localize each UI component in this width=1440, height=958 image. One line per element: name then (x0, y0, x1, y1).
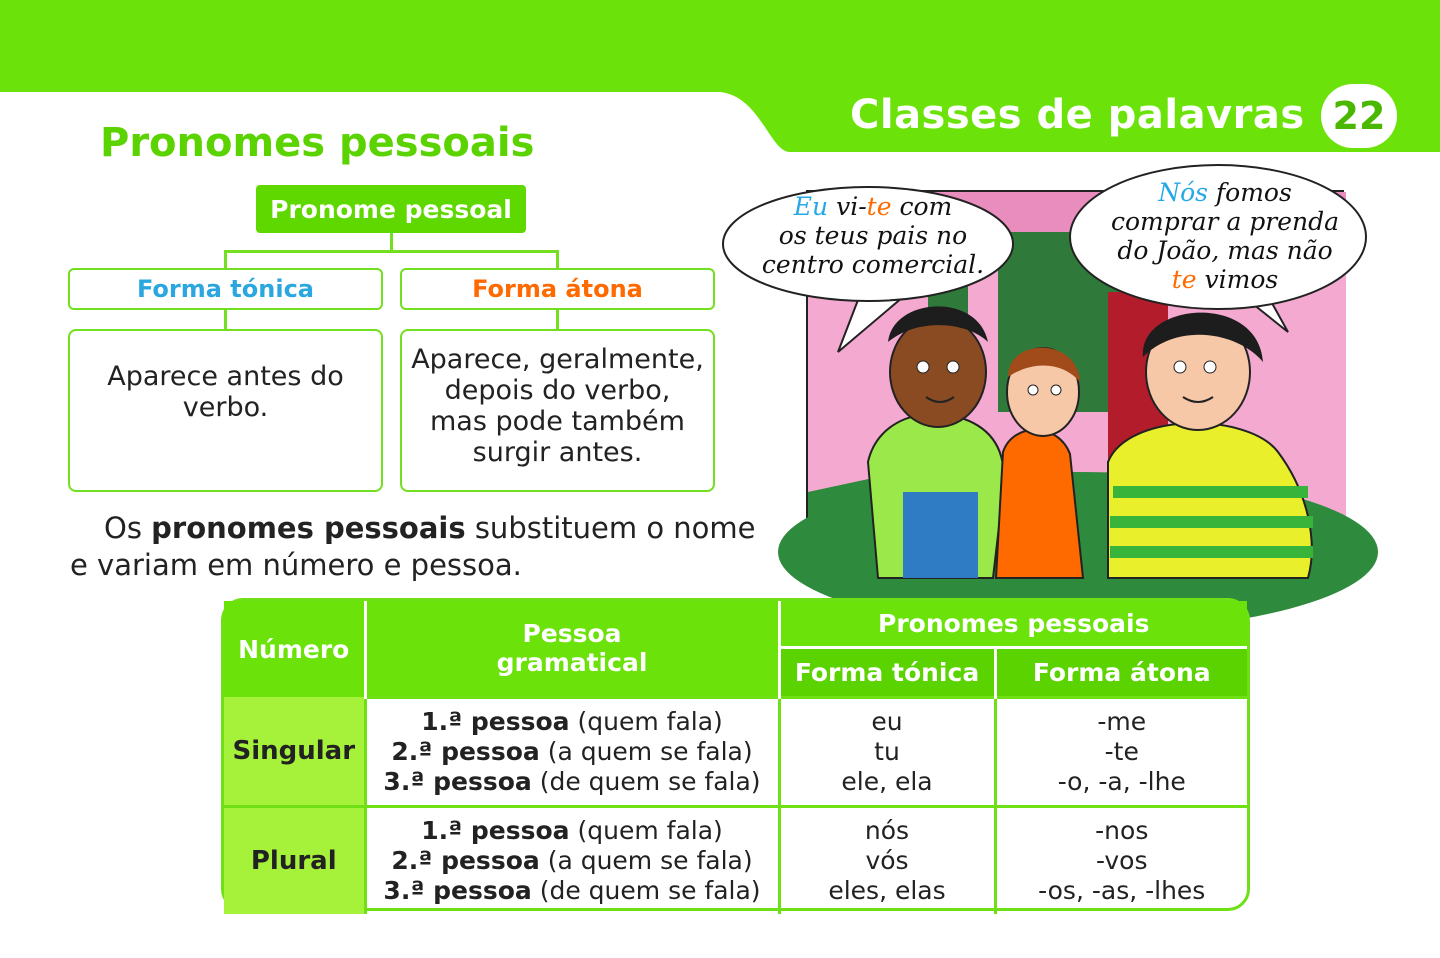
diagram-connector (390, 233, 393, 251)
header-forma-tonica: Forma tónica (779, 647, 995, 697)
intro-bold-term: pronomes pessoais (151, 511, 466, 545)
table-row (224, 697, 1247, 806)
header-numero: Número (224, 601, 365, 697)
diagram-connector (224, 250, 559, 253)
diagram-connector (224, 310, 227, 330)
comic-panel (761, 178, 1344, 576)
chapter-title: Classes de palavras (850, 92, 1305, 138)
diagram-connector (224, 250, 227, 270)
row-numero: Singular (224, 697, 365, 806)
row-pessoas: 1.ª pessoa (quem fala) 2.ª pessoa (a quem se fala) 3.ª pessoa (de quem se fala) (365, 806, 779, 914)
diagram-connector (556, 250, 559, 270)
row-forma-atona: -nos -vos -os, -as, -lhes (995, 806, 1247, 914)
table-row (224, 806, 1247, 914)
speech-bubble-right: Nós fomos comprar a prenda do João, mas não te vimos (1110, 178, 1340, 294)
diagram-tonica-description: Aparece antes do verbo. (68, 329, 383, 492)
header-forma-atona: Forma átona (995, 647, 1247, 697)
row-pessoas: 1.ª pessoa (quem fala) 2.ª pessoa (a quem se fala) 3.ª pessoa (de quem se fala) (365, 697, 779, 806)
header-pessoa-gramatical: Pessoa gramatical (365, 601, 779, 697)
row-numero: Plural (224, 806, 365, 914)
page-title: Pronomes pessoais (100, 120, 535, 166)
row-forma-tonica: eu tu ele, ela (779, 697, 995, 806)
diagram-tonica-title: Forma tónica (68, 268, 383, 310)
diagram-atona-title: Forma átona (400, 268, 715, 310)
diagram-atona-description: Aparece, geralmente, depois do verbo, mas pode também surgir antes. (400, 329, 715, 492)
row-forma-tonica: nós vós eles, elas (779, 806, 995, 914)
intro-paragraph: Os pronomes pessoais substituem o nome e variam em número e pessoa. (70, 511, 756, 582)
speech-bubble-left: Eu vi-te com os teus pais no centro comercial. (761, 192, 985, 279)
chapter-number-badge: 22 (1321, 84, 1397, 148)
diagram-root-node: Pronome pessoal (256, 185, 526, 233)
row-forma-atona: -me -te -o, -a, -lhe (995, 697, 1247, 806)
pronouns-table (221, 598, 1250, 911)
header-pronomes-pessoais: Pronomes pessoais (779, 601, 1247, 647)
diagram-connector (556, 310, 559, 330)
